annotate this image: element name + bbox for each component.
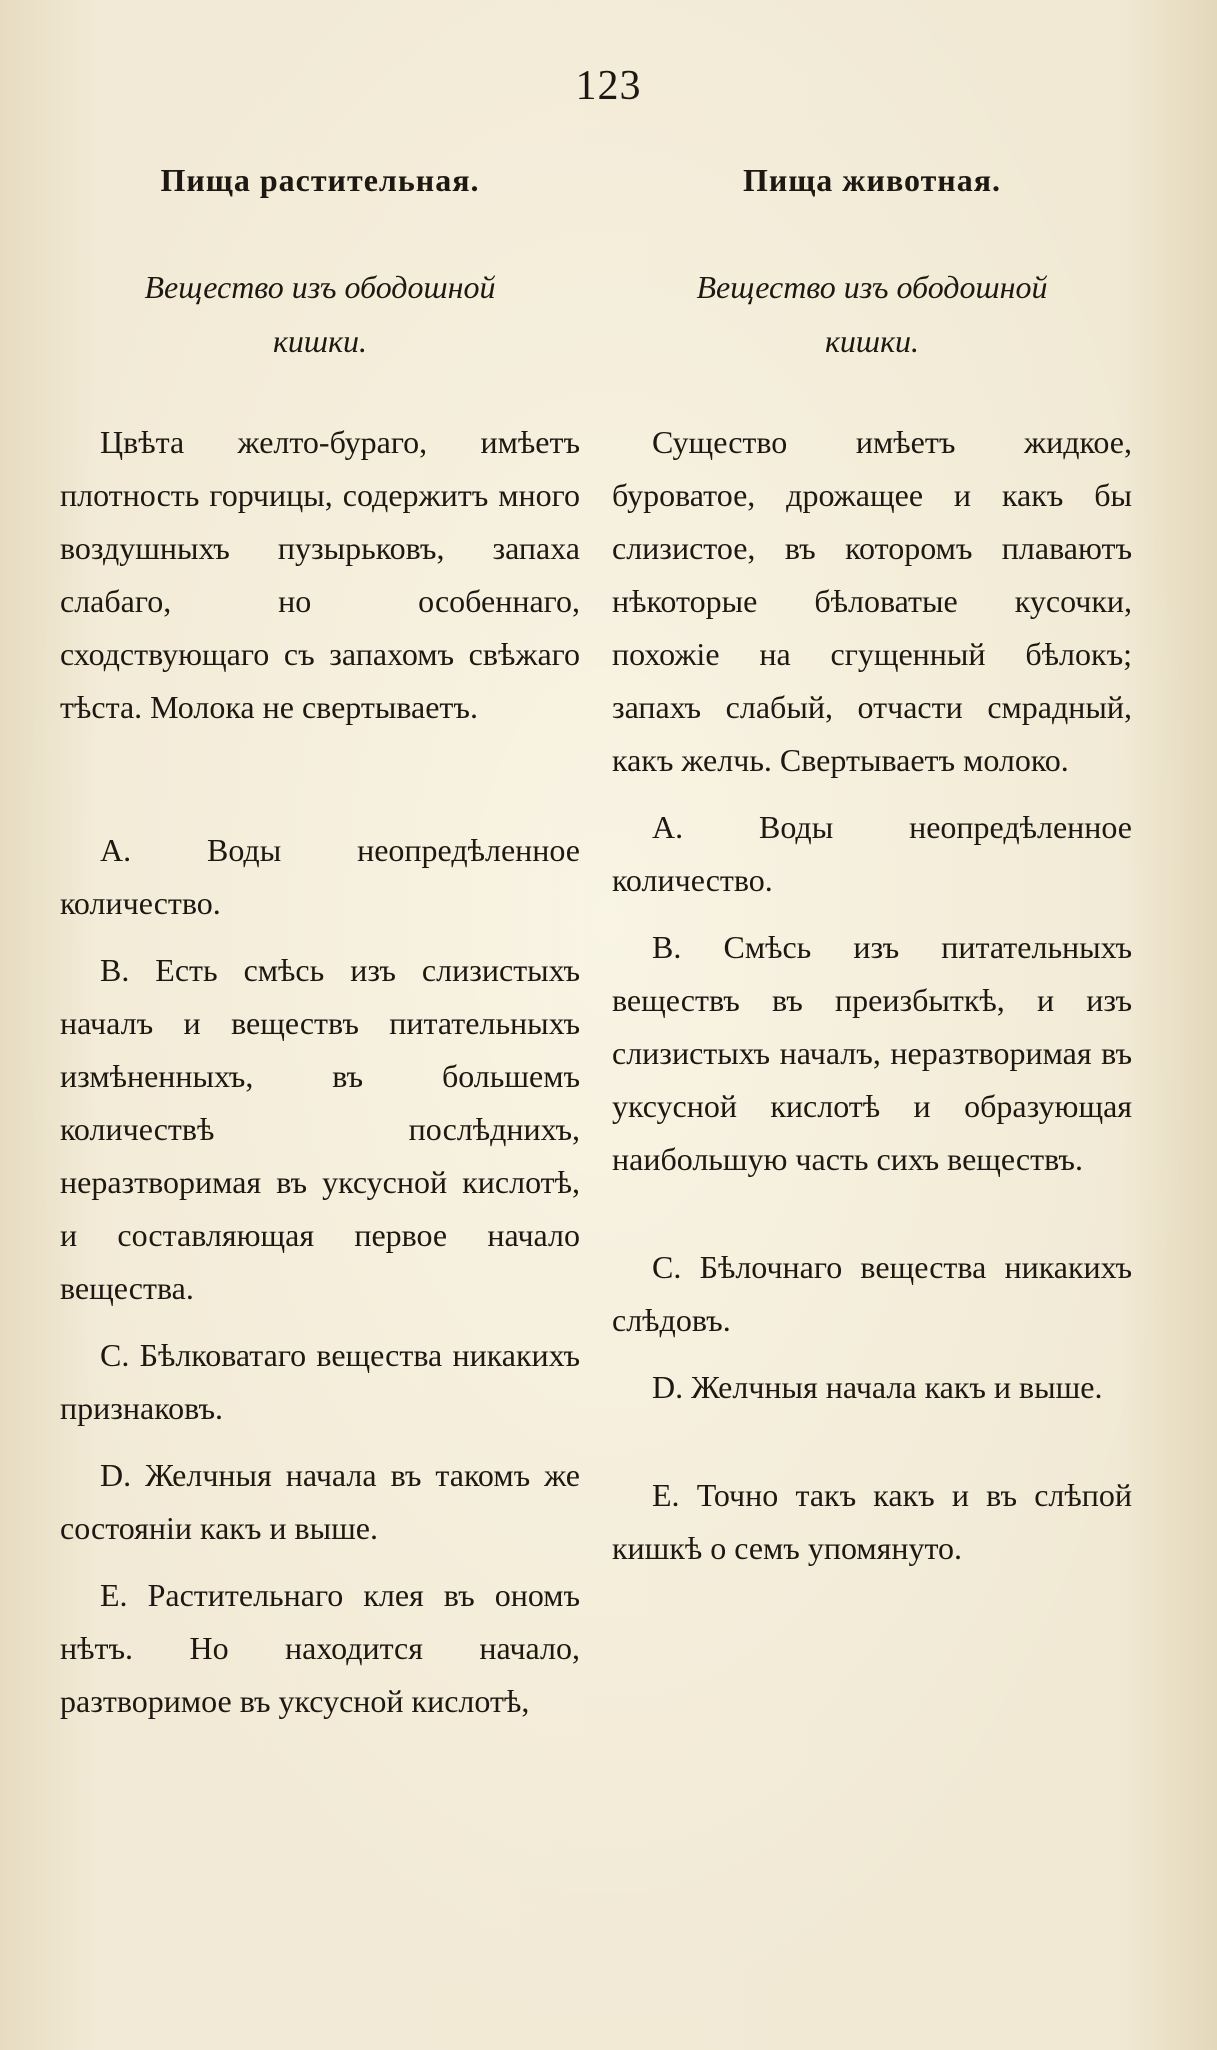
right-subheading-line2: кишки.	[824, 323, 920, 359]
left-entry-e: Е. Растительнаго клея въ ономъ нѣтъ. Но находится начало, разтворимое въ уксусной кислотѣ,	[60, 1577, 580, 1719]
page-number: 123	[575, 63, 642, 109]
left-description: Цвѣта желто-бураго, имѣетъ плотность горчицы, содержитъ много воздушныхъ пузырьковъ, запаха слабаго, но особеннаго, сходствующаго съ запахомъ свѣжаго тѣста. Молока не свертываетъ.	[60, 424, 580, 725]
right-description: Существо имѣетъ жидкое, буроватое, дрожащее и какъ бы слизистое, въ которомъ плаваютъ нѣкоторые бѣловатые кусочки, похожiе на сгущенный бѣлокъ; запахъ слабый, отчасти смрадный, какъ желчь. Свертываетъ молоко.	[612, 424, 1132, 778]
left-column-subheading	[60, 260, 580, 368]
right-subheading-line1: Вещество изъ ободошной	[696, 269, 1048, 305]
right-column	[612, 150, 1132, 1575]
right-column-heading: Пища животная.	[742, 162, 1002, 198]
right-entry-d: D. Желчныя начала какъ и выше.	[652, 1369, 1103, 1405]
left-column	[60, 150, 580, 1728]
left-subheading-line2: кишки.	[272, 323, 368, 359]
left-subheading-line1: Вещество изъ ободошной	[144, 269, 496, 305]
left-entry-c: С. Бѣлковатаго вещества никакихъ признаковъ.	[60, 1337, 580, 1426]
left-entry-b: В. Есть смѣсь изъ слизистыхъ началъ и веществъ питательныхъ измѣненныхъ, въ большемъ количествѣ послѣднихъ, неразтворимая въ уксусной кислотѣ, и составляющая первое начало вещества.	[60, 952, 580, 1306]
right-entry-a: А. Воды неопредѣленное количество.	[612, 809, 1132, 898]
left-column-heading: Пища растительная.	[160, 162, 480, 198]
right-entry-c: С. Бѣлочнаго вещества никакихъ слѣдовъ.	[612, 1249, 1132, 1338]
right-entry-e: Е. Точно такъ какъ и въ слѣпой кишкѣ о семъ упомянуто.	[612, 1477, 1132, 1566]
left-entry-a: А. Воды неопредѣленное количество.	[60, 832, 580, 921]
left-entry-d: D. Желчныя начала въ такомъ же состоянiи какъ и выше.	[60, 1457, 580, 1546]
right-entry-b: В. Смѣсь изъ питательныхъ веществъ въ преизбыткѣ, и изъ слизистыхъ началъ, неразтворимая въ уксусной кислотѣ и образующая наибольшую часть сихъ веществъ.	[612, 929, 1132, 1177]
right-column-subheading	[612, 260, 1132, 368]
